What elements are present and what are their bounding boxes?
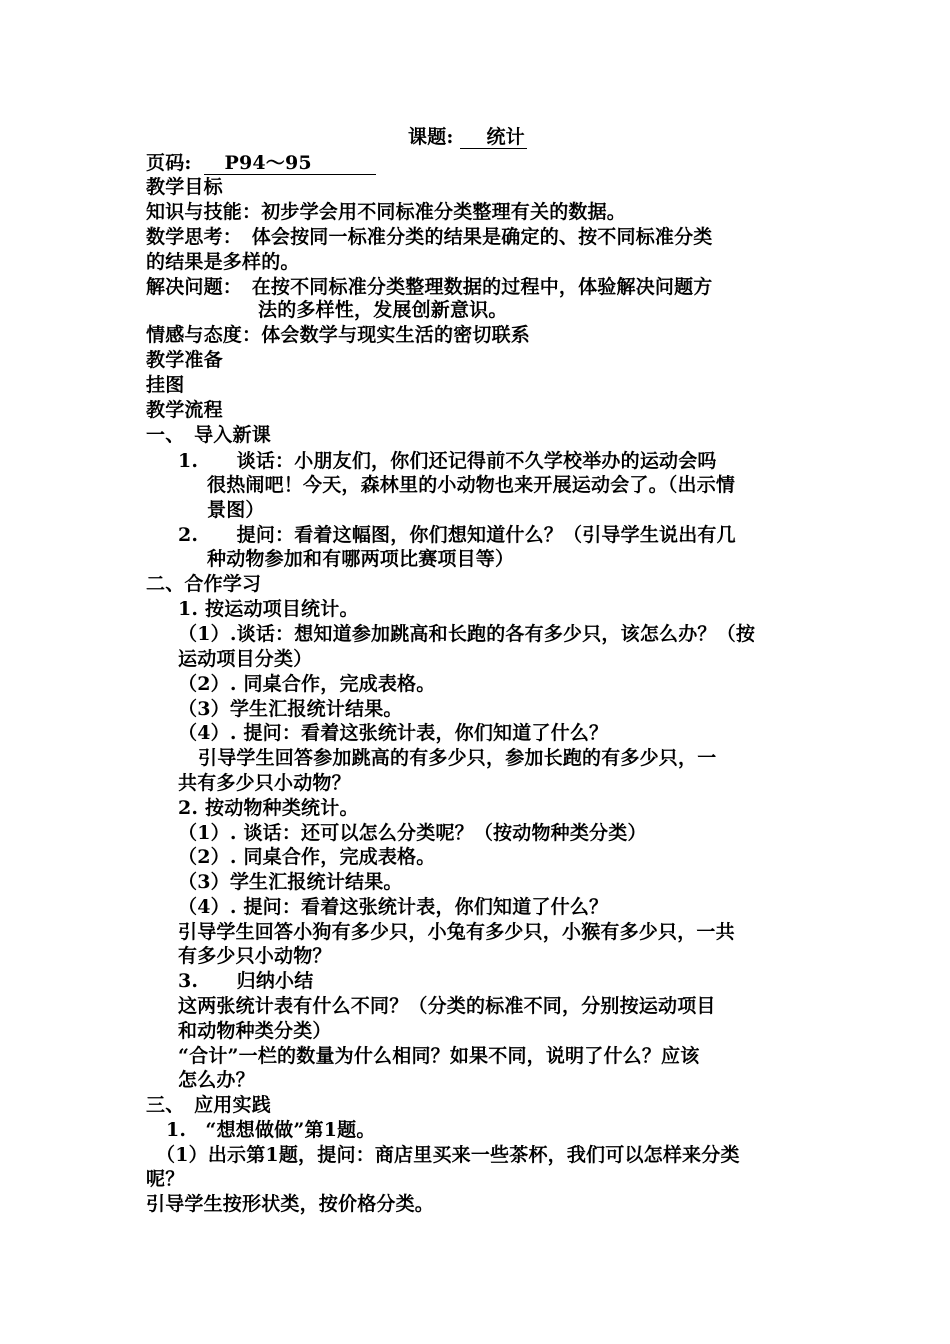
text-line: 景图） <box>207 499 265 521</box>
text-line: 种动物参加和有哪两项比赛项目等） <box>207 548 515 570</box>
text-line: （1）.谈话：想知道参加跳高和长跑的各有多少只，该怎么办？（按 <box>178 623 756 645</box>
text-line: （4）. 提问：看着这张统计表，你们知道了什么？ <box>178 722 609 744</box>
text-line: 1. “想想做做”第1题。 <box>166 1119 376 1141</box>
page-ref-label: 页码: <box>146 152 192 174</box>
text-line: （1）. 谈话：还可以怎么分类呢？（按动物种类分类） <box>178 822 647 844</box>
text-line: 引导学生回答参加跳高的有多少只，参加长跑的有多少只，一 <box>198 747 717 769</box>
section-heading: 二、合作学习 <box>146 573 262 595</box>
text-line: 和动物种类分类） <box>178 1020 332 1042</box>
text-line: 2. 按动物种类统计。 <box>178 797 359 819</box>
title-value: 统计 <box>460 126 526 149</box>
text-line: 法的多样性，发展创新意识。 <box>258 299 508 321</box>
text-line: 教学流程 <box>146 399 223 421</box>
text-line: 挂图 <box>146 374 185 396</box>
text-line: （3）学生汇报统计结果。 <box>178 871 403 893</box>
text-line: 教学准备 <box>146 349 223 371</box>
page-ref-value: P94～95 <box>204 152 376 175</box>
text-line: 运动项目分类） <box>178 648 313 670</box>
text-line: （1）出示第1题，提问：商店里买来一些茶杯，我们可以怎样来分类 <box>156 1144 740 1166</box>
text-line: （2）. 同桌合作，完成表格。 <box>178 846 436 868</box>
text-line: 1. 按运动项目统计。 <box>178 598 359 620</box>
text-line: 数学思考： 体会按同一标准分类的结果是确定的、按不同标准分类 <box>146 226 713 248</box>
text-line: 3. 归纳小结 <box>178 970 314 992</box>
lesson-title <box>408 126 527 149</box>
text-line: 怎么办？ <box>178 1069 255 1091</box>
text-line: 1. 谈话：小朋友们，你们还记得前不久学校举办的运动会吗 <box>178 450 717 472</box>
title-label: 课题: <box>408 126 454 148</box>
page-reference <box>146 152 376 175</box>
section-heading: 三、 应用实践 <box>146 1094 271 1116</box>
text-line: 的结果是多样的。 <box>146 251 300 273</box>
text-line: 知识与技能：初步学会用不同标准分类整理有关的数据。 <box>146 201 627 223</box>
text-line: （4）. 提问：看着这张统计表，你们知道了什么？ <box>178 896 609 918</box>
text-line: 解决问题： 在按不同标准分类整理数据的过程中，体验解决问题方 <box>146 276 713 298</box>
text-line: 这两张统计表有什么不同？（分类的标准不同，分别按运动项目 <box>178 995 716 1017</box>
text-line: 2. 提问：看着这幅图，你们想知道什么？（引导学生说出有几 <box>178 524 736 546</box>
text-line: 教学目标 <box>146 176 223 198</box>
text-line: 有多少只小动物？ <box>178 945 332 967</box>
text-line: （2）. 同桌合作，完成表格。 <box>178 673 436 695</box>
text-line: （3）学生汇报统计结果。 <box>178 698 403 720</box>
text-line: 情感与态度：体会数学与现实生活的密切联系 <box>146 324 531 346</box>
text-line: 共有多少只小动物？ <box>178 772 351 794</box>
text-line: 很热闹吧！今天，森林里的小动物也来开展运动会了。（出示情 <box>207 474 736 496</box>
text-line: 引导学生回答小狗有多少只，小兔有多少只，小猴有多少只，一共 <box>178 921 735 943</box>
text-line: 呢？ <box>146 1168 185 1190</box>
section-heading: 一、 导入新课 <box>146 424 271 446</box>
text-line: 引导学生按形状类，按价格分类。 <box>146 1193 435 1215</box>
text-line: “合计”一栏的数量为什么相同？如果不同，说明了什么？应该 <box>178 1045 700 1067</box>
